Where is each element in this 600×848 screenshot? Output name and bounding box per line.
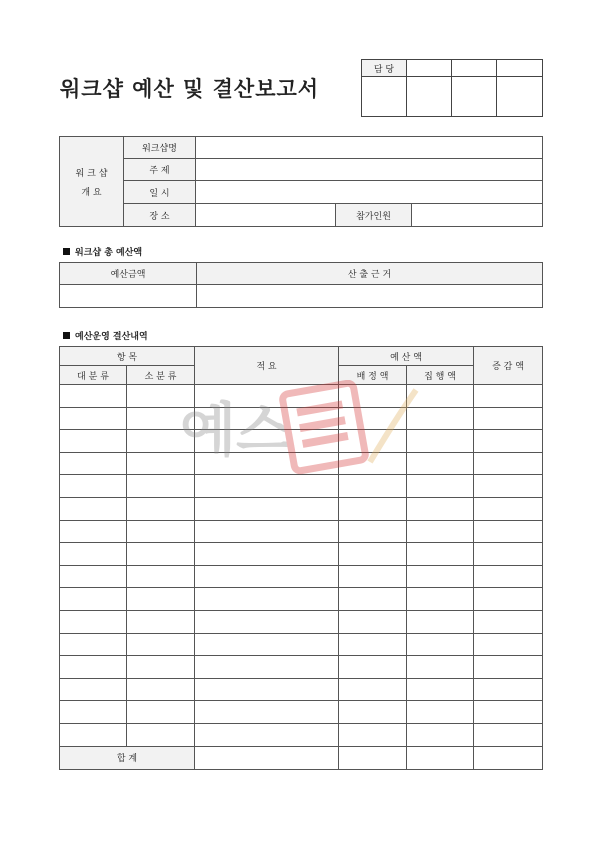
minor-category-cell[interactable] bbox=[127, 633, 195, 656]
budget-amount-field[interactable] bbox=[60, 285, 197, 308]
table-row bbox=[60, 656, 543, 679]
minor-category-cell[interactable] bbox=[127, 520, 195, 543]
minor-category-cell[interactable] bbox=[127, 656, 195, 679]
row-label-topic: 주 제 bbox=[124, 159, 196, 181]
allocated-cell[interactable] bbox=[339, 430, 407, 453]
square-bullet-icon bbox=[63, 332, 70, 339]
allocated-cell[interactable] bbox=[339, 678, 407, 701]
description-cell[interactable] bbox=[195, 497, 339, 520]
table-row bbox=[60, 701, 543, 724]
change-cell[interactable] bbox=[474, 633, 543, 656]
total-allocated-cell[interactable] bbox=[339, 746, 407, 769]
description-cell[interactable] bbox=[195, 385, 339, 408]
executed-cell[interactable] bbox=[407, 430, 474, 453]
svg-text:예스: 예스 bbox=[180, 396, 293, 464]
table-row bbox=[60, 610, 543, 633]
allocated-cell[interactable] bbox=[339, 520, 407, 543]
executed-cell[interactable] bbox=[407, 678, 474, 701]
change-cell[interactable] bbox=[474, 543, 543, 566]
allocated-cell[interactable] bbox=[339, 407, 407, 430]
table-row bbox=[60, 520, 543, 543]
minor-category-cell[interactable] bbox=[127, 588, 195, 611]
col-calculation-basis: 산 출 근 거 bbox=[197, 263, 543, 285]
major-category-cell[interactable] bbox=[60, 723, 127, 746]
description-cell[interactable] bbox=[195, 407, 339, 430]
col-change: 증 감 액 bbox=[474, 347, 543, 385]
major-category-cell[interactable] bbox=[60, 475, 127, 498]
page-title: 워크샵 예산 및 결산보고서 bbox=[60, 77, 320, 101]
approval-label: 담 당 bbox=[362, 60, 407, 77]
col-major-category: 대 분 류 bbox=[60, 366, 127, 385]
settlement-section-heading bbox=[63, 329, 148, 342]
approval-sign-cell[interactable] bbox=[497, 77, 543, 117]
table-row bbox=[60, 475, 543, 498]
major-category-cell[interactable] bbox=[60, 520, 127, 543]
executed-cell[interactable] bbox=[407, 407, 474, 430]
overview-group-label-line: 워 크 샵 bbox=[75, 168, 108, 179]
col-allocated: 배 정 액 bbox=[339, 366, 407, 385]
table-row bbox=[60, 543, 543, 566]
table-row bbox=[60, 633, 543, 656]
participants-label: 참가인원 bbox=[336, 204, 412, 227]
change-cell[interactable] bbox=[474, 430, 543, 453]
description-cell[interactable] bbox=[195, 610, 339, 633]
total-label: 합 계 bbox=[60, 746, 195, 769]
executed-cell[interactable] bbox=[407, 565, 474, 588]
col-minor-category: 소 분 류 bbox=[127, 366, 195, 385]
workshop-topic-field[interactable] bbox=[196, 159, 543, 181]
change-cell[interactable] bbox=[474, 565, 543, 588]
minor-category-cell[interactable] bbox=[127, 543, 195, 566]
workshop-datetime-field[interactable] bbox=[196, 181, 543, 204]
approval-cell[interactable] bbox=[452, 60, 497, 77]
executed-cell[interactable] bbox=[407, 543, 474, 566]
budget-section-heading-text: 워크샵 총 예산액 bbox=[75, 248, 143, 258]
overview-table bbox=[59, 136, 543, 227]
description-cell[interactable] bbox=[195, 633, 339, 656]
total-executed-cell[interactable] bbox=[407, 746, 474, 769]
minor-category-cell[interactable] bbox=[127, 452, 195, 475]
minor-category-cell[interactable] bbox=[127, 497, 195, 520]
budget-section-heading bbox=[63, 245, 142, 258]
major-category-cell[interactable] bbox=[60, 678, 127, 701]
major-category-cell[interactable] bbox=[60, 633, 127, 656]
minor-category-cell[interactable] bbox=[127, 701, 195, 724]
allocated-cell[interactable] bbox=[339, 543, 407, 566]
description-cell[interactable] bbox=[195, 452, 339, 475]
approval-cell[interactable] bbox=[407, 60, 452, 77]
major-category-cell[interactable] bbox=[60, 407, 127, 430]
minor-category-cell[interactable] bbox=[127, 385, 195, 408]
minor-category-cell[interactable] bbox=[127, 475, 195, 498]
allocated-cell[interactable] bbox=[339, 565, 407, 588]
square-bullet-icon bbox=[63, 248, 70, 255]
table-row bbox=[60, 407, 543, 430]
executed-cell[interactable] bbox=[407, 497, 474, 520]
settlement-section-heading-text: 예산운영 결산내역 bbox=[75, 332, 148, 342]
allocated-cell[interactable] bbox=[339, 701, 407, 724]
executed-cell[interactable] bbox=[407, 588, 474, 611]
approval-box bbox=[361, 59, 543, 117]
executed-cell[interactable] bbox=[407, 656, 474, 679]
allocated-cell[interactable] bbox=[339, 475, 407, 498]
major-category-cell[interactable] bbox=[60, 565, 127, 588]
approval-sign-cell[interactable] bbox=[407, 77, 452, 117]
description-cell[interactable] bbox=[195, 520, 339, 543]
minor-category-cell[interactable] bbox=[127, 610, 195, 633]
change-cell[interactable] bbox=[474, 678, 543, 701]
minor-category-cell[interactable] bbox=[127, 430, 195, 453]
change-cell[interactable] bbox=[474, 497, 543, 520]
allocated-cell[interactable] bbox=[339, 385, 407, 408]
major-category-cell[interactable] bbox=[60, 656, 127, 679]
executed-cell[interactable] bbox=[407, 610, 474, 633]
row-label-datetime: 일 시 bbox=[124, 181, 196, 204]
description-cell[interactable] bbox=[195, 678, 339, 701]
overview-group-label-line: 개 요 bbox=[81, 187, 102, 198]
overview-group-label bbox=[60, 137, 124, 227]
executed-cell[interactable] bbox=[407, 633, 474, 656]
major-category-cell[interactable] bbox=[60, 452, 127, 475]
settlement-rows bbox=[60, 385, 543, 747]
description-cell[interactable] bbox=[195, 656, 339, 679]
change-cell[interactable] bbox=[474, 656, 543, 679]
allocated-cell[interactable] bbox=[339, 588, 407, 611]
change-cell[interactable] bbox=[474, 610, 543, 633]
executed-cell[interactable] bbox=[407, 520, 474, 543]
description-cell[interactable] bbox=[195, 543, 339, 566]
allocated-cell[interactable] bbox=[339, 497, 407, 520]
approval-sign-cell[interactable] bbox=[452, 77, 497, 117]
approval-sign-cell[interactable] bbox=[362, 77, 407, 117]
change-cell[interactable] bbox=[474, 475, 543, 498]
table-row bbox=[60, 678, 543, 701]
change-cell[interactable] bbox=[474, 385, 543, 408]
total-change-cell[interactable] bbox=[474, 746, 543, 769]
approval-cell[interactable] bbox=[497, 60, 543, 77]
table-row bbox=[60, 588, 543, 611]
total-description-cell[interactable] bbox=[195, 746, 339, 769]
change-cell[interactable] bbox=[474, 701, 543, 724]
row-label-name: 워크샵명 bbox=[124, 137, 196, 159]
workshop-name-field[interactable] bbox=[196, 137, 543, 159]
allocated-cell[interactable] bbox=[339, 723, 407, 746]
col-description: 적 요 bbox=[195, 347, 339, 385]
major-category-cell[interactable] bbox=[60, 385, 127, 408]
executed-cell[interactable] bbox=[407, 475, 474, 498]
allocated-cell[interactable] bbox=[339, 610, 407, 633]
calculation-basis-field[interactable] bbox=[197, 285, 543, 308]
workshop-place-field[interactable] bbox=[196, 204, 336, 227]
major-category-cell[interactable] bbox=[60, 701, 127, 724]
major-category-cell[interactable] bbox=[60, 610, 127, 633]
minor-category-cell[interactable] bbox=[127, 678, 195, 701]
col-item: 항 목 bbox=[60, 347, 195, 366]
description-cell[interactable] bbox=[195, 430, 339, 453]
major-category-cell[interactable] bbox=[60, 588, 127, 611]
description-cell[interactable] bbox=[195, 723, 339, 746]
description-cell[interactable] bbox=[195, 701, 339, 724]
minor-category-cell[interactable] bbox=[127, 407, 195, 430]
table-row bbox=[60, 385, 543, 408]
major-category-cell[interactable] bbox=[60, 430, 127, 453]
table-row bbox=[60, 452, 543, 475]
description-cell[interactable] bbox=[195, 588, 339, 611]
executed-cell[interactable] bbox=[407, 701, 474, 724]
major-category-cell[interactable] bbox=[60, 497, 127, 520]
executed-cell[interactable] bbox=[407, 723, 474, 746]
row-label-place: 장 소 bbox=[124, 204, 196, 227]
col-budget: 예 산 액 bbox=[339, 347, 474, 366]
budget-table bbox=[59, 262, 543, 308]
change-cell[interactable] bbox=[474, 520, 543, 543]
col-executed: 집 행 액 bbox=[407, 366, 474, 385]
description-cell[interactable] bbox=[195, 565, 339, 588]
major-category-cell[interactable] bbox=[60, 543, 127, 566]
executed-cell[interactable] bbox=[407, 385, 474, 408]
settlement-table bbox=[59, 346, 543, 770]
table-row bbox=[60, 565, 543, 588]
col-budget-amount: 예산금액 bbox=[60, 263, 197, 285]
change-cell[interactable] bbox=[474, 452, 543, 475]
minor-category-cell[interactable] bbox=[127, 565, 195, 588]
change-cell[interactable] bbox=[474, 407, 543, 430]
allocated-cell[interactable] bbox=[339, 452, 407, 475]
allocated-cell[interactable] bbox=[339, 656, 407, 679]
minor-category-cell[interactable] bbox=[127, 723, 195, 746]
table-row bbox=[60, 723, 543, 746]
executed-cell[interactable] bbox=[407, 452, 474, 475]
allocated-cell[interactable] bbox=[339, 633, 407, 656]
table-row bbox=[60, 430, 543, 453]
description-cell[interactable] bbox=[195, 475, 339, 498]
participants-field[interactable] bbox=[412, 204, 543, 227]
change-cell[interactable] bbox=[474, 723, 543, 746]
table-row bbox=[60, 497, 543, 520]
change-cell[interactable] bbox=[474, 588, 543, 611]
